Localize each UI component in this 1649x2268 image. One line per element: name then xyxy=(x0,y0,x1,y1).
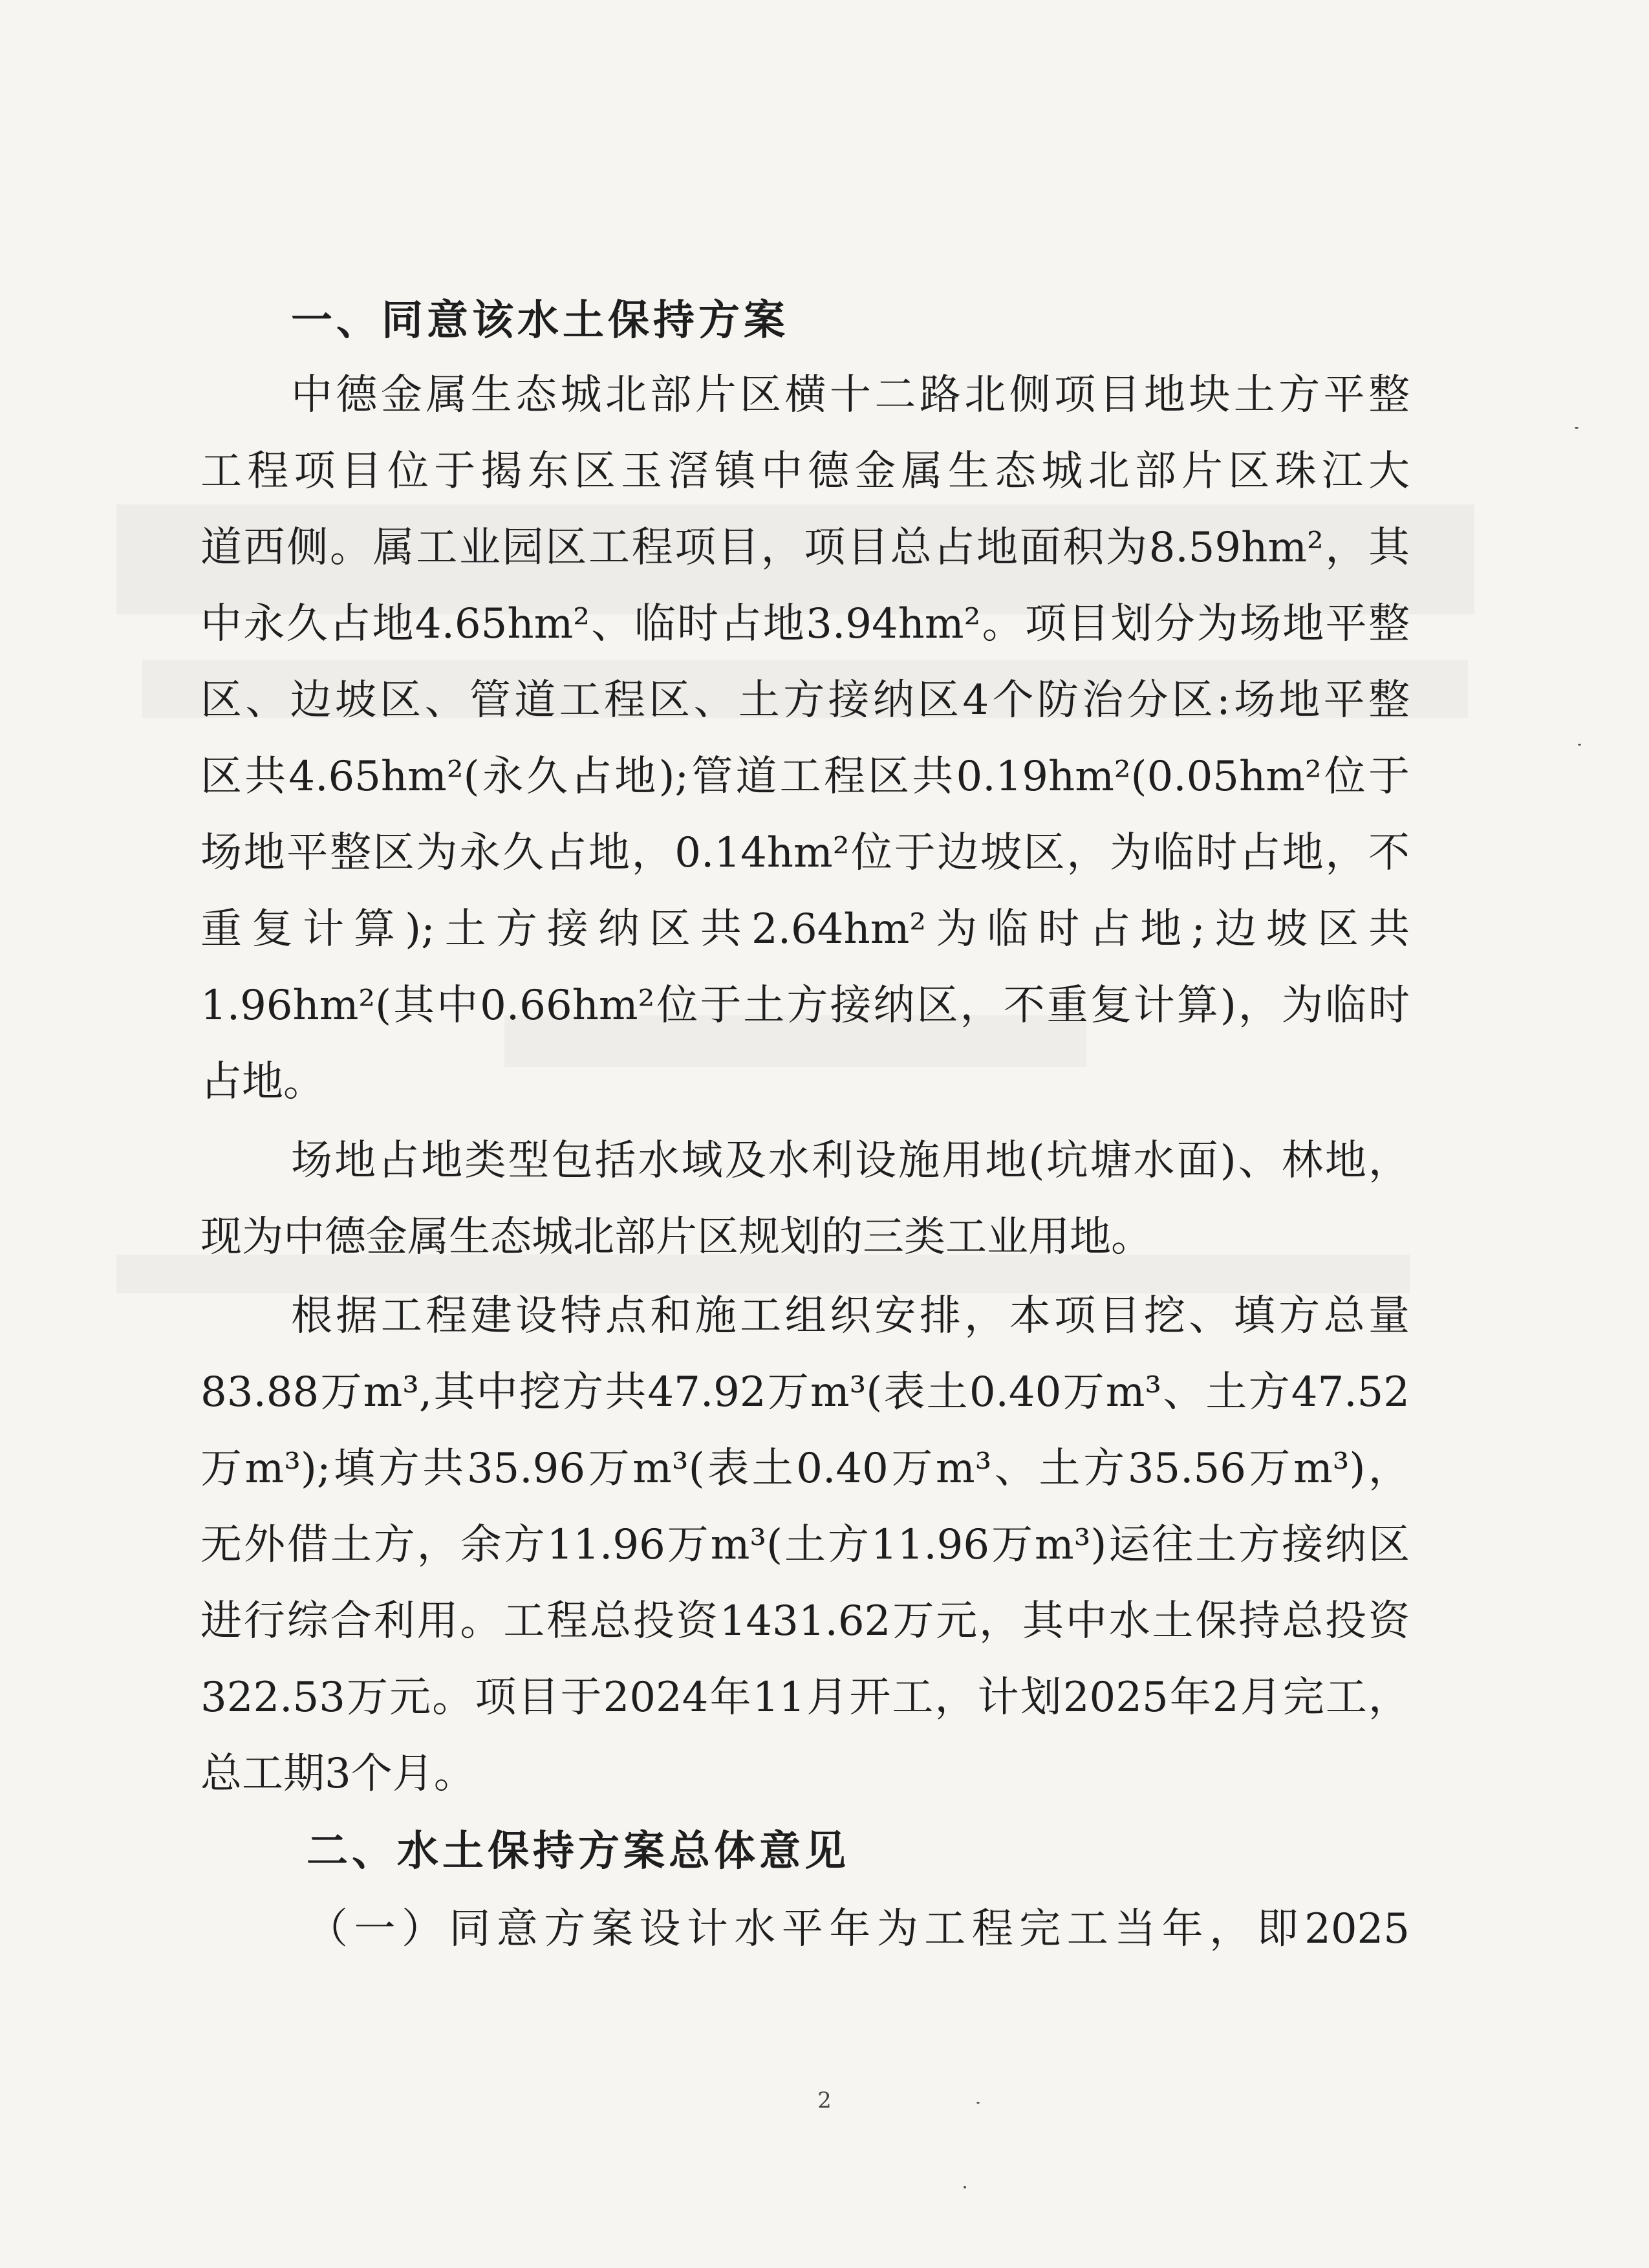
scan-speck xyxy=(976,2102,980,2104)
page-number: 2 xyxy=(817,2088,832,2113)
paragraph-line: 工程项目位于揭东区玉滘镇中德金属生态城北部片区珠江大 xyxy=(200,448,1410,495)
paragraph-line: 重复计算);土方接纳区共2.64hm²为临时占地;边坡区共 xyxy=(200,905,1410,953)
scan-speck xyxy=(964,2186,966,2188)
paragraph-line: 场地占地类型包括水域及水利设施用地(坑塘水面)、林地， xyxy=(291,1137,1410,1185)
paragraph-line: 83.88万m³,其中挖方共47.92万m³(表土0.40万m³、土方47.52 xyxy=(200,1368,1410,1416)
section-1-heading: 一、同意该水土保持方案 xyxy=(291,297,789,345)
paragraph-line: 道西侧。属工业园区工程项目，项目总占地面积为8.59hm²，其 xyxy=(200,524,1410,572)
paragraph-line: 中永久占地4.65hm²、临时占地3.94hm²。项目划分为场地平整 xyxy=(200,600,1410,648)
paragraph-line: 1.96hm²(其中0.66hm²位于土方接纳区，不重复计算)，为临时 xyxy=(200,982,1410,1030)
paragraph-line: 区共4.65hm²(永久占地);管道工程区共0.19hm²(0.05hm²位于 xyxy=(200,753,1410,801)
paragraph-line: 总工期3个月。 xyxy=(200,1750,475,1798)
paragraph-line: 占地。 xyxy=(200,1058,325,1106)
scan-speck xyxy=(1578,744,1581,746)
paragraph-line: （一）同意方案设计水平年为工程完工当年，即2025 xyxy=(307,1905,1410,1953)
section-2-heading: 二、水土保持方案总体意见 xyxy=(307,1828,850,1875)
paragraph-line: 区、边坡区、管道工程区、土方接纳区4个防治分区:场地平整 xyxy=(200,676,1410,724)
paragraph-line: 中德金属生态城北部片区横十二路北侧项目地块土方平整 xyxy=(291,371,1410,419)
paragraph-line: 场地平整区为永久占地，0.14hm²位于边坡区，为临时占地，不 xyxy=(200,829,1410,877)
paragraph-line: 现为中德金属生态城北部片区规划的三类工业用地。 xyxy=(200,1213,1152,1261)
paragraph-line: 根据工程建设特点和施工组织安排，本项目挖、填方总量 xyxy=(291,1292,1410,1340)
paragraph-line: 进行综合利用。工程总投资1431.62万元，其中水土保持总投资 xyxy=(200,1597,1410,1645)
paragraph-line: 无外借土方，余方11.96万m³(土方11.96万m³)运往土方接纳区 xyxy=(200,1521,1410,1569)
scan-speck xyxy=(1575,427,1579,429)
paragraph-line: 322.53万元。项目于2024年11月开工，计划2025年2月完工， xyxy=(200,1674,1410,1722)
paragraph-line: 万m³);填方共35.96万m³(表土0.40万m³、土方35.56万m³)， xyxy=(200,1445,1410,1493)
